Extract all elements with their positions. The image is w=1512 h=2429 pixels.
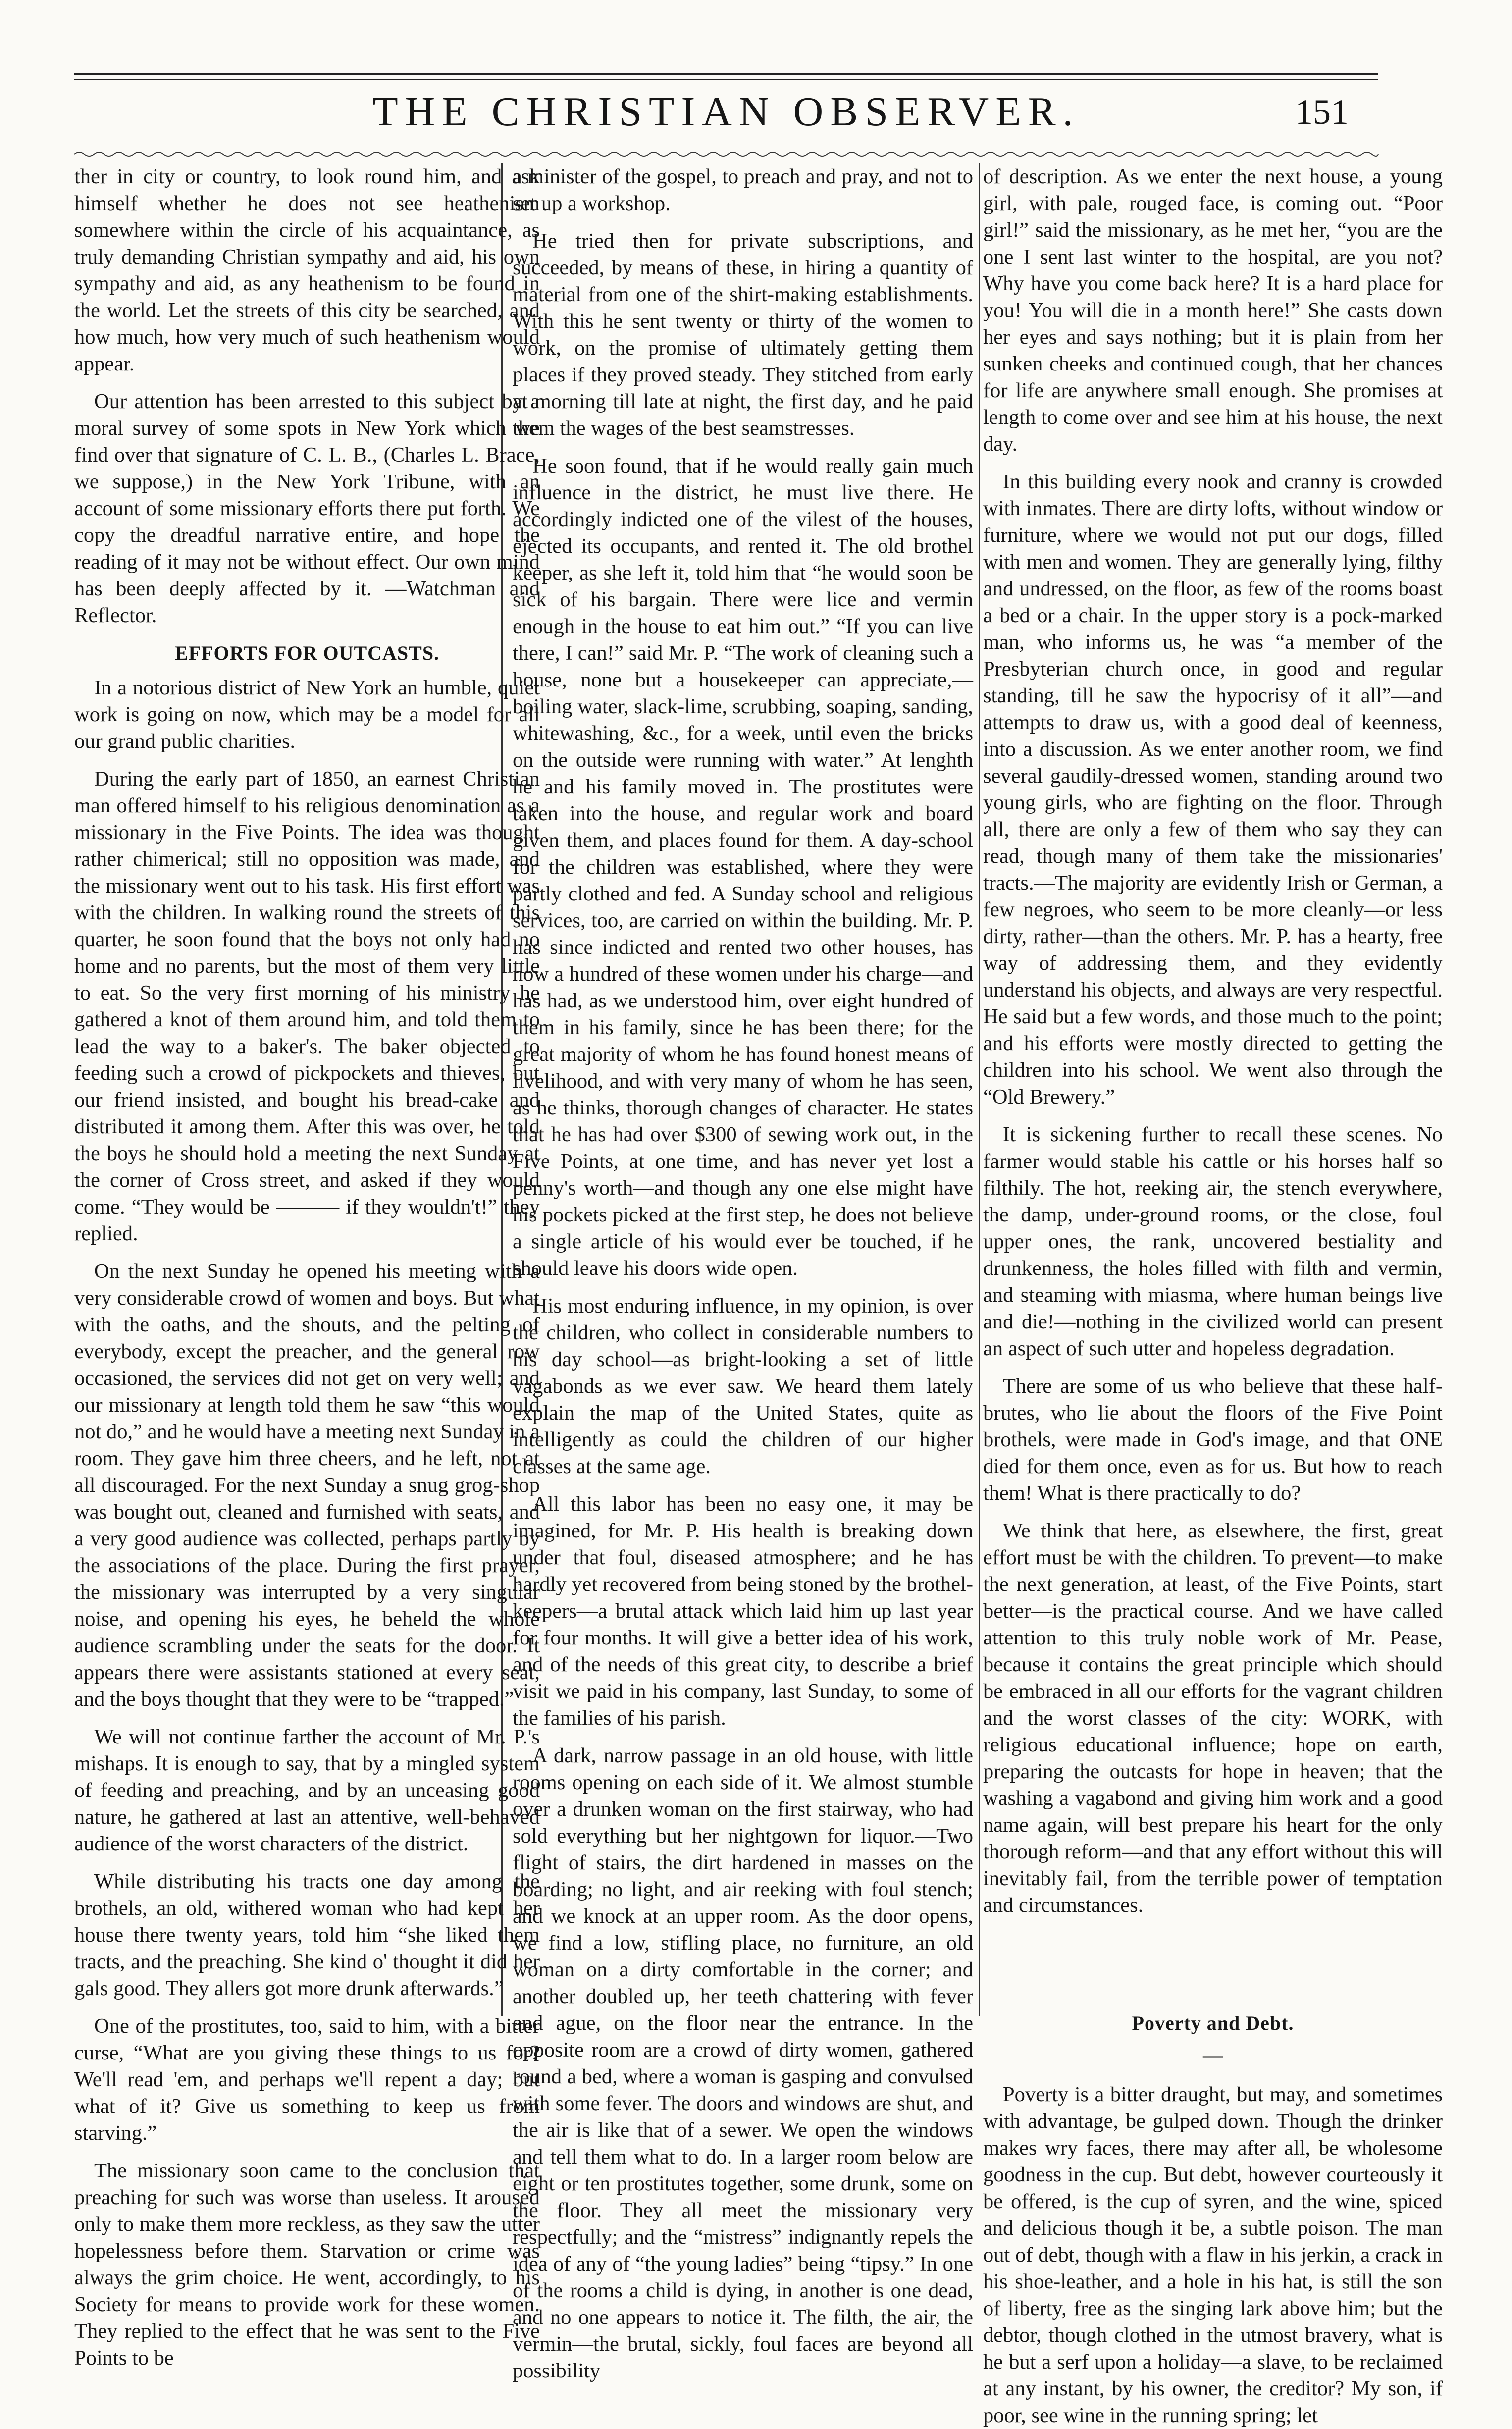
page-number: 151 <box>1295 92 1349 132</box>
paragraph: We will not continue farther the account of Mr. P.'s mishaps. It is enough to say, that by a mingled system of feeding and preaching, and by an unceasing good nature, he gathered at last an attentive, well-behaved audience of the worst characters of the district. <box>74 1725 540 1855</box>
column-3 <box>983 163 1443 2427</box>
paragraph: On the next Sunday he opened his meeting with a very considerable crowd of women and boys. But what with the oaths, and the shouts, and the pelting of everybody, except the preacher, and the general row occasioned, the services did not get on very well; and our missionary at length told them he saw “this would not do,” and he would have a meeting next Sunday in a room. They gave him three cheers, and he left, not at all discouraged. For the next Sunday a snug grog-shop was bought out, cleaned and furnished with seats, and a very good audience was collected, perhaps partly by the associations of the place. During the first prayer, the missionary was interrupted by a very singular noise, and opening his eyes, he beheld the whole audience scrambling under the seats for the door. It appears there were assistants stationed at every seat, and the boys thought that they were to be “trapped.” <box>74 1260 540 1711</box>
paragraph: He tried then for private subscriptions, and succeeded, by means of these, in hiring a quantity of material from one of the shirt-making establishments. With this he sent twenty or thirty of the women to work, on the promise of ultimately getting them places if they proved steady. They stitched from early at morning till late at night, the first day, and he paid them the wages of the best seamstresses. <box>513 229 973 440</box>
wavy-divider <box>74 149 1378 159</box>
paragraph: His most enduring influence, in my opinion, is over the children, who collect in considerable numbers to his day school—as bright-looking a set of little vagabonds as we ever saw. We heard them lately explain the map of the United States, quite as intelligently as could the children of our higher classes at the same age. <box>513 1294 973 1478</box>
paragraph: We think that here, as elsewhere, the first, great effort must be with the children. To prevent—to make the next generation, at least, of the Five Points, start better—is the practical course. And we have called attention to this truly noble work of Mr. Pease, because it contains the great principle which should be embraced in all our efforts for the vagrant children and the worst classes of the city: WORK, with religious educational influence; hope on earth, preparing the outcasts for hope in heaven; that the washing a vagabond and giving him work and a good name again, will best prepare his heart for the only thorough reform—and that any effort without this will inevitably fail, from the terrible power of temptation and circumstances. <box>983 1519 1443 1917</box>
paragraph: a minister of the gospel, to preach and pray, and not to set up a workshop. <box>513 165 973 215</box>
paragraph: ther in city or country, to look round him, and ask himself whether he does not see heathenism somewhere within the circle of his acquaintance, as truly demanding Christian sympathy and aid, his own sympathy and aid, as any heathenism to be found in the world. Let the streets of this city be searched, and how much, how very much of such heathenism would appear. <box>74 165 540 375</box>
paragraph: In a notorious district of New York an humble, quiet work is going on now, which may be a model for all our grand public charities. <box>74 676 540 753</box>
paragraph: It is sickening further to recall these scenes. No farmer would stable his cattle or his horses half so filthily. The hot, reeking air, the stench everywhere, the damp, under-ground rooms, or the close, foul upper ones, the rank, uncovered bestiality and drunkenness, the holes filled with filth and vermin, and steaming with miasma, where human beings live and die!—nothing in the civilized world can present an aspect of such utter and hopeless degradation. <box>983 1123 1443 1360</box>
paragraph: of description. As we enter the next house, a young girl, with pale, rouged face, is coming out. “Poor girl!” said the missionary, as he met her, “you are the one I sent last winter to the hospital, are you not? Why have you come back here? It is a hard place for you! You will die in a month here!” She casts down her eyes and says nothing; but it is plain from her sunken cheeks and continued cough, that her chances for life are anywhere small enough. She promises at length to come over and see him at his house, the next day. <box>983 165 1443 456</box>
column-2 <box>513 163 973 2382</box>
heading-dash: — <box>1203 2044 1223 2066</box>
masthead <box>74 74 1378 149</box>
paragraph: Our attention has been arrested to this subject by a moral survey of some spots in New York which we find over that signature of C. L. B., (Charles L. Brace, we suppose,) in the New York Tribune, with an account of some missionary efforts there put forth. We copy the dreadful narrative entire, and hope the reading of it may not be without effect. Our own mind has been deeply affected by it. —Watchman and Reflector. <box>74 390 540 627</box>
page-title: THE CHRISTIAN OBSERVER. <box>372 88 1080 135</box>
spacer <box>983 1930 1443 2004</box>
paragraph: In this building every nook and cranny is crowded with inmates. There are dirty lofts, without window or furniture, where we would not put our dogs, filled with men and women. They are generally lying, filthy and undressed, on the floor, as few of the rooms boast a bed or a chair. In the upper story is a pock-marked man, who informs us, he was “a member of the Presbyterian church once, in good and regular standing, till he saw the hypocrisy of it all”—and attempts to draw us, with a good deal of keenness, into a discussion. As we enter another room, we find several gaudily-dressed women, standing around two young girls, who are fighting on the floor. Through all, there are only a few of them who say they can read, though many of them take the missionaries' tracts.—The majority are evidently Irish or German, a few negroes, who seem to be more cleanly—or less dirty, rather—than the others. Mr. P. has a hearty, free way of addressing them, and they evidently understand his objects, and always are very respectful. He said but a few words, and those much to the point; and his efforts were mostly directed to getting the children into his school. We went also through the “Old Brewery.” <box>983 470 1443 1109</box>
paragraph: A dark, narrow passage in an old house, with little rooms opening on each side of it. We almost stumble over a drunken woman on the first stairway, who had sold everything but her nightgown for liquor.—Two flight of stairs, the dirt hardened in masses on the boarding; no light, and air reeking with foul stench; and we knock at an upper room. As the door opens, we find a low, stifling place, no furniture, an old woman on a dirty comfortable in the corner; and another doubled up, her teeth chattering with fever and ague, on the floor near the entrance. In the opposite room are a crowd of dirty women, gathered round a bed, where a woman is gasping and convulsed with some fever. The doors and windows are shut, and the air is like that of a sewer. We open the windows and tell them what to do. In a larger room below are eight or ten prostitutes together, some drunk, some on the floor. They all meet the missionary very respectfully; and the “mistress” indignantly repels the idea of any of “the young ladies” being “tipsy.” In one of the rooms a child is dying, in another is one dead, and no one appears to notice it. The filth, the air, the vermin—the brutal, sickly, foul faces are beyond all possibility <box>513 1744 973 2382</box>
paragraph: While distributing his tracts one day among the brothels, an old, withered woman who had kept her house there twenty years, told him “she liked them tracts, and the preaching. She kind o' thought it did her gals good. They allers got more drunk afterwards.” <box>74 1870 540 2000</box>
paragraph: He soon found, that if he would really gain much influence in the district, he must live there. He accordingly indicted one of the vilest of the houses, ejected its occupants, and rented it. The old brothel keeper, as she left it, told him that “he would soon be sick of his bargain. There were lice and vermin enough in the house to eat him out.” “If you can live there, I can!” said Mr. P. “The work of cleaning such a house, none but a housekeeper can appreciate,—boiling water, slack-lime, scrubbing, soaping, sanding, whitewashing, &c., for a week, until even the bricks on the outside were running with water.” At lenghth he and his family moved in. The prostitutes were taken into the house, and regular work and board given them, and places found for them. A day-school for the children was established, where they were partly clothed and fed. A Sunday school and religious services, too, are carried on within the building. Mr. P. has since indicted and rented two other houses, has now a hundred of these women under his charge—and has had, as we understood him, over eight hundred of them in his family, since he has been there; for the great majority of whom he has found honest means of livelihood, and with very many of whom he has seen, as he thinks, thorough changes of character. He states that he has had over $300 of sewing work out, in the Five Points, at one time, and has never yet lost a penny's worth—and though any one else might have his pockets picked at the first step, he does not believe a single article of his would ever be touched, if he should leave his doors wide open. <box>513 454 973 1280</box>
column-divider-2 <box>979 163 980 2016</box>
paragraph: The missionary soon came to the conclusion that preaching for such was worse than useless. It aroused only to make them more reckless, as they saw the utter hopelessness before them. Starvation or crime was always the grim choice. He went, accordingly, to his Society for means to provide work for these women. They replied to the effect that he was sent to the Five Points to be <box>74 2159 540 2370</box>
section-heading-efforts: EFFORTS FOR OUTCASTS. <box>174 642 440 664</box>
paragraph: Poverty is a bitter draught, but may, and sometimes with advantage, be gulped down. Though the drinker makes wry faces, there may after all, be wholesome goodness in the cup. But debt, however courteously it be offered, is the cup of syren, and the wine, spiced and delicious though it be, a subtle poison. The man out of debt, though with a flaw in his jerkin, a crack in his shoe-leather, and a hole in his hat, is still the son of liberty, free as the singing lark above him; but the debtor, though clothed in the utmost bravery, what is he but a serf upon a holiday—a slave, to be reclaimed at any instant, by his owner, the creditor? My son, if poor, see wine in the running spring; let <box>983 2083 1443 2427</box>
paragraph: All this labor has been no easy one, it may be imagined, for Mr. P. His health is breaking down under that foul, diseased atmosphere; and he has hardly yet recovered from being stoned by the brothel-keepers—a brutal attack which laid him up last year for four months. It will give a better idea of his work, and of the needs of this great city, to describe a brief visit we paid in his company, last Sunday, to some of the families of his parish. <box>513 1492 973 1730</box>
paragraph: During the early part of 1850, an earnest Christian man offered himself to his religious denomination as a missionary in the Five Points. The idea was thought rather chimerical; still no opposition was made, and the missionary went out to his task. His first effort was with the children. In walking round the streets of this quarter, he soon found that the boys not only had no home and no parents, but the most of them very little to eat. So the very first morning of his ministry he gathered a knot of them around him, and told them to lead the way to a baker's. The baker objected to feeding such a crowd of pickpockets and thieves, but our friend insisted, and bought his bread-cake and distributed it among them. After this was over, he told the boys he should hold a meeting the next Sunday at the corner of Cross street, and asked if they would come. “They would be ——— if they wouldn't!” they replied. <box>74 767 540 1245</box>
paragraph: There are some of us who believe that these half-brutes, who lie about the floors of the Five Point brothels, were made in God's image, and that ONE died for them once, even as for us. But how to reach them! What is there practically to do? <box>983 1374 1443 1505</box>
paragraph: One of the prostitutes, too, said to him, with a bitter curse, “What are you giving these things to us for? We'll read 'em, and perhaps we'll repent a day; but what of it? Give us something to keep us from starving.” <box>74 2014 540 2145</box>
section-heading-poverty: Poverty and Debt. <box>1132 2012 1294 2034</box>
column-1 <box>74 163 540 2370</box>
